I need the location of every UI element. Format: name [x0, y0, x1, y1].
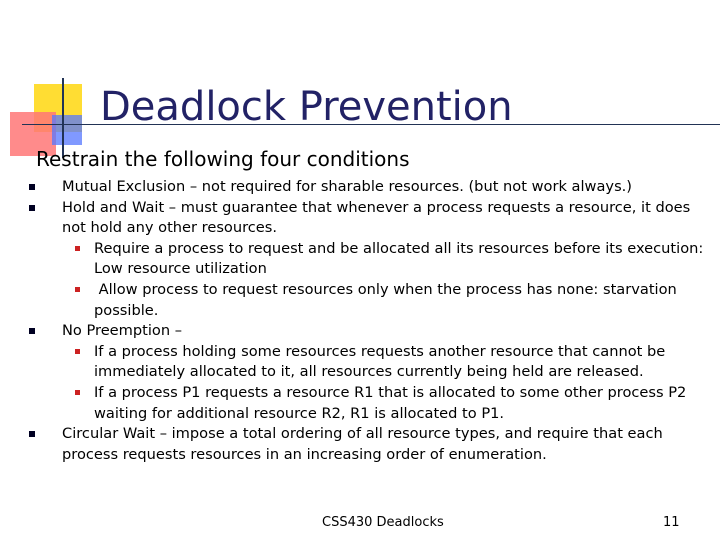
bullet-text: Mutual Exclusion – not required for sharable resources. (but not work always.) [62, 178, 633, 195]
sub-bullet-text: If a process holding some resources requests another resource that cannot be immediately allocated to it, all resources currently being held are released. [94, 342, 666, 381]
sub-bullet-list [62, 342, 716, 424]
decorative-vertical-line [62, 78, 64, 158]
sub-bullet-icon [75, 390, 80, 395]
sub-list-item [62, 342, 716, 383]
sub-bullet-icon [75, 349, 80, 354]
slide-subtitle: Restrain the following four conditions [36, 147, 410, 171]
slide-title: Deadlock Prevention [100, 84, 513, 130]
list-item [26, 424, 716, 465]
sub-list-item [62, 239, 716, 280]
sub-bullet-icon [75, 246, 80, 251]
list-item [26, 198, 716, 322]
bullet-icon [29, 328, 35, 334]
sub-list-item [62, 280, 716, 321]
bullet-text: Circular Wait – impose a total ordering of all resource types, and require that each process requests resources in an increasing order of enumeration. [62, 425, 663, 463]
bullet-text: Hold and Wait – must guarantee that whenever a process requests a resource, it does not hold any other resources. [62, 198, 691, 237]
bullet-list [26, 177, 716, 465]
decorative-blue-square [52, 115, 82, 145]
sub-bullet-list [62, 239, 716, 321]
list-item [26, 177, 716, 198]
list-item [26, 321, 716, 424]
sub-bullet-text: If a process P1 requests a resource R1 that is allocated to some other process P2 waiting for additional resource R2, R1 is allocated to P1. [94, 383, 687, 422]
sub-bullet-text: Require a process to request and be allocated all its resources before its execution: Low resource utilization [94, 239, 704, 278]
slide-footer: CSS430 Deadlocks [322, 515, 444, 530]
page-number: 11 [663, 515, 680, 530]
sub-bullet-icon [75, 287, 80, 292]
bullet-icon [29, 184, 35, 190]
bullet-icon [29, 431, 35, 437]
bullet-text: No Preemption – [62, 322, 183, 340]
sub-list-item [62, 383, 716, 424]
bullet-icon [29, 205, 35, 211]
sub-bullet-text: Allow process to request resources only when the process has none: starvation possible. [94, 280, 682, 319]
